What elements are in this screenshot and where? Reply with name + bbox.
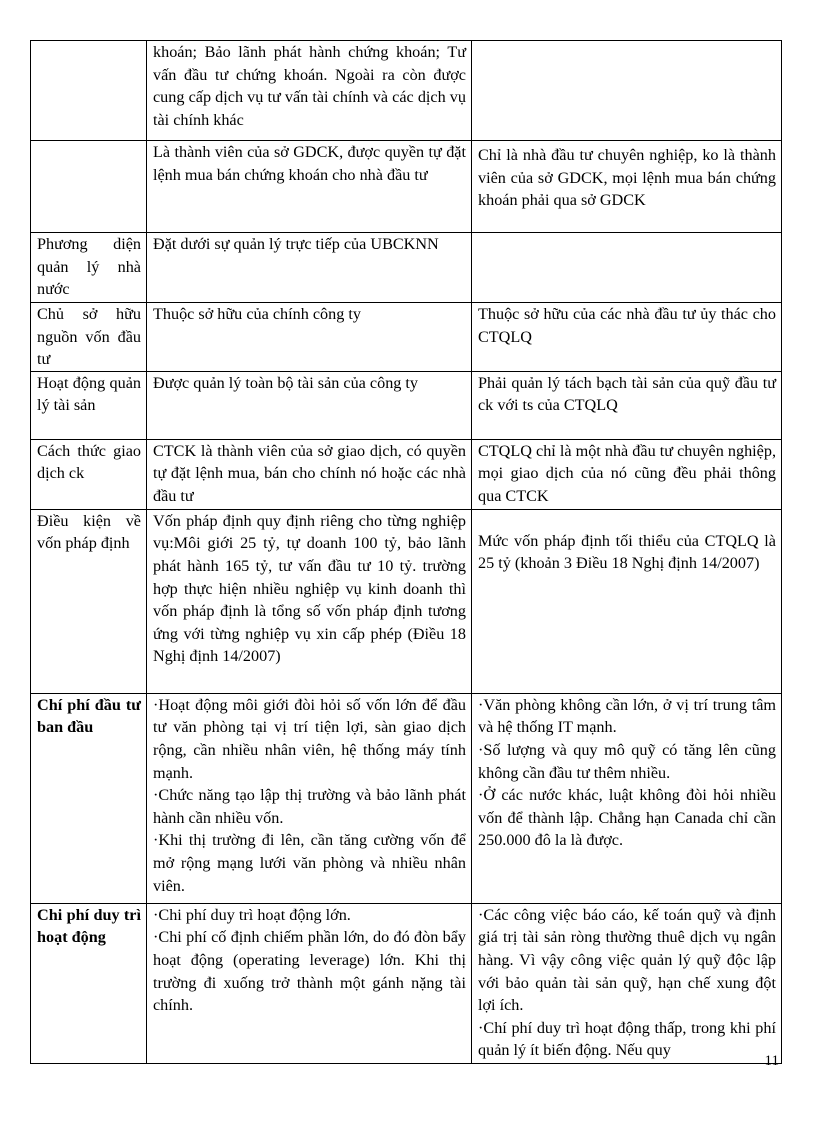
table-row xyxy=(31,41,782,141)
row-header: Hoạt động quản lý tài sản xyxy=(31,371,147,439)
ctck-cell: Đặt dưới sự quản lý trực tiếp của UBCKNN xyxy=(147,233,472,303)
bullet-line: ·Chí phí duy trì hoạt động thấp, trong khi phí quản lý ít biến động. Nếu quy xyxy=(478,1018,776,1060)
ctqlq-cell: Thuộc sở hữu của các nhà đầu tư ủy thác cho CTQLQ xyxy=(472,303,782,372)
table-row xyxy=(31,903,782,1063)
ctck-cell: Được quản lý toàn bộ tài sản của công ty xyxy=(147,371,472,439)
table-row xyxy=(31,439,782,509)
table-row xyxy=(31,233,782,303)
ctck-cell xyxy=(147,693,472,903)
row-header: Chủ sở hữu nguồn vốn đầu tư xyxy=(31,303,147,372)
ctqlq-cell xyxy=(472,41,782,141)
bullet-line: ·Chi phí cố định chiếm phần lớn, do đó đòn bẩy hoạt động (operating leverage) lớn. Khi thị trường đi xuống trở thành một gánh nặng tài chính. xyxy=(153,928,466,1015)
ctqlq-cell xyxy=(472,693,782,903)
row-header: Phương diện quản lý nhà nước xyxy=(31,233,147,303)
ctck-cell xyxy=(147,903,472,1063)
bullet-line: ·Các công việc báo cáo, kế toán quỹ và định giá trị tài sản ròng thường thuê dịch vụ ngân hàng. Vì vậy công việc quản lý quỹ độc lập với bảo quản tài sản quỹ, hạn chế xung đột lợi ích. xyxy=(478,905,776,1015)
ctck-cell: Vốn pháp định quy định riêng cho từng nghiệp vụ:Môi giới 25 tỷ, tự doanh 100 tỷ, bảo lãnh phát hành 165 tỷ, tư vấn đầu tư 10 tỷ. trường hợp thực hiện nhiều nghiệp vụ kinh doanh thì vốn pháp định là tổng số vốn pháp định tương ứng với từng nghiệp vụ xin cấp phép (Điều 18 Nghị định 14/2007) xyxy=(147,509,472,693)
row-header xyxy=(31,141,147,233)
ctck-cell: khoán; Bảo lãnh phát hành chứng khoán; Tư vấn đầu tư chứng khoán. Ngoài ra còn được cung cấp dịch vụ tư vấn tài chính và các dịch vụ tài chính khác xyxy=(147,41,472,141)
table-row xyxy=(31,509,782,693)
row-header: Điều kiện về vốn pháp định xyxy=(31,509,147,693)
bullet-line: ·Chi phí duy trì hoạt động lớn. xyxy=(153,905,351,924)
bullet-line: ·Số lượng và quy mô quỹ có tăng lên cũng không cần đầu tư thêm nhiều. xyxy=(478,740,776,782)
ctqlq-cell xyxy=(472,903,782,1063)
bullet-line: ·Văn phòng không cần lớn, ở vị trí trung tâm và hệ thống IT mạnh. xyxy=(478,695,776,737)
bullet-line: ·Chức năng tạo lập thị trường và bảo lãnh phát hành cần nhiều vốn. xyxy=(153,786,466,827)
row-header: Cách thức giao dịch ck xyxy=(31,439,147,509)
row-header: Chí phí đầu tư ban đầu xyxy=(31,693,147,903)
table-row xyxy=(31,693,782,903)
ctck-cell: Là thành viên của sở GDCK, được quyền tự đặt lệnh mua bán chứng khoán cho nhà đầu tư xyxy=(147,141,472,233)
bullet-line: ·Hoạt động môi giới đòi hỏi số vốn lớn để đầu tư văn phòng tại vị trí tiện lợi, sàn giao dịch rộng, cần nhiều nhân viên, hệ thống máy tính mạnh. xyxy=(153,695,466,782)
ctqlq-cell: Mức vốn pháp định tối thiểu của CTQLQ là 25 tỷ (khoản 3 Điều 18 Nghị định 14/2007) xyxy=(472,509,782,693)
page-number: 11 xyxy=(764,1053,779,1069)
ctqlq-cell xyxy=(472,233,782,303)
ctqlq-cell: Phải quản lý tách bạch tài sản của quỹ đầu tư ck với ts của CTQLQ xyxy=(472,371,782,439)
ctck-cell: Thuộc sở hữu của chính công ty xyxy=(147,303,472,372)
table-row xyxy=(31,371,782,439)
ctqlq-cell: Chỉ là nhà đầu tư chuyên nghiệp, ko là thành viên của sở GDCK, mọi lệnh mua bán chứng khoán phải qua sở GDCK xyxy=(472,141,782,233)
row-header: Chi phí duy trì hoạt động xyxy=(31,903,147,1063)
bullet-line: ·Ở các nước khác, luật không đòi hỏi nhiều vốn để thành lập. Chẳng hạn Canada chỉ cần 250.000 đô la là được. xyxy=(478,786,776,850)
bullet-line: ·Khi thị trường đi lên, cần tăng cường vốn để mở rộng mạng lưới văn phòng và nhiều nhân viên. xyxy=(153,831,466,895)
ctck-cell: CTCK là thành viên của sở giao dịch, có quyền tự đặt lệnh mua, bán cho chính nó hoặc các nhà đầu tư xyxy=(147,439,472,509)
table-row xyxy=(31,141,782,233)
row-header xyxy=(31,41,147,141)
comparison-table xyxy=(30,40,782,1064)
ctqlq-cell: CTQLQ chỉ là một nhà đầu tư chuyên nghiệp, mọi giao dịch của nó cũng đều phải thông qua CTCK xyxy=(472,439,782,509)
table-row xyxy=(31,303,782,372)
